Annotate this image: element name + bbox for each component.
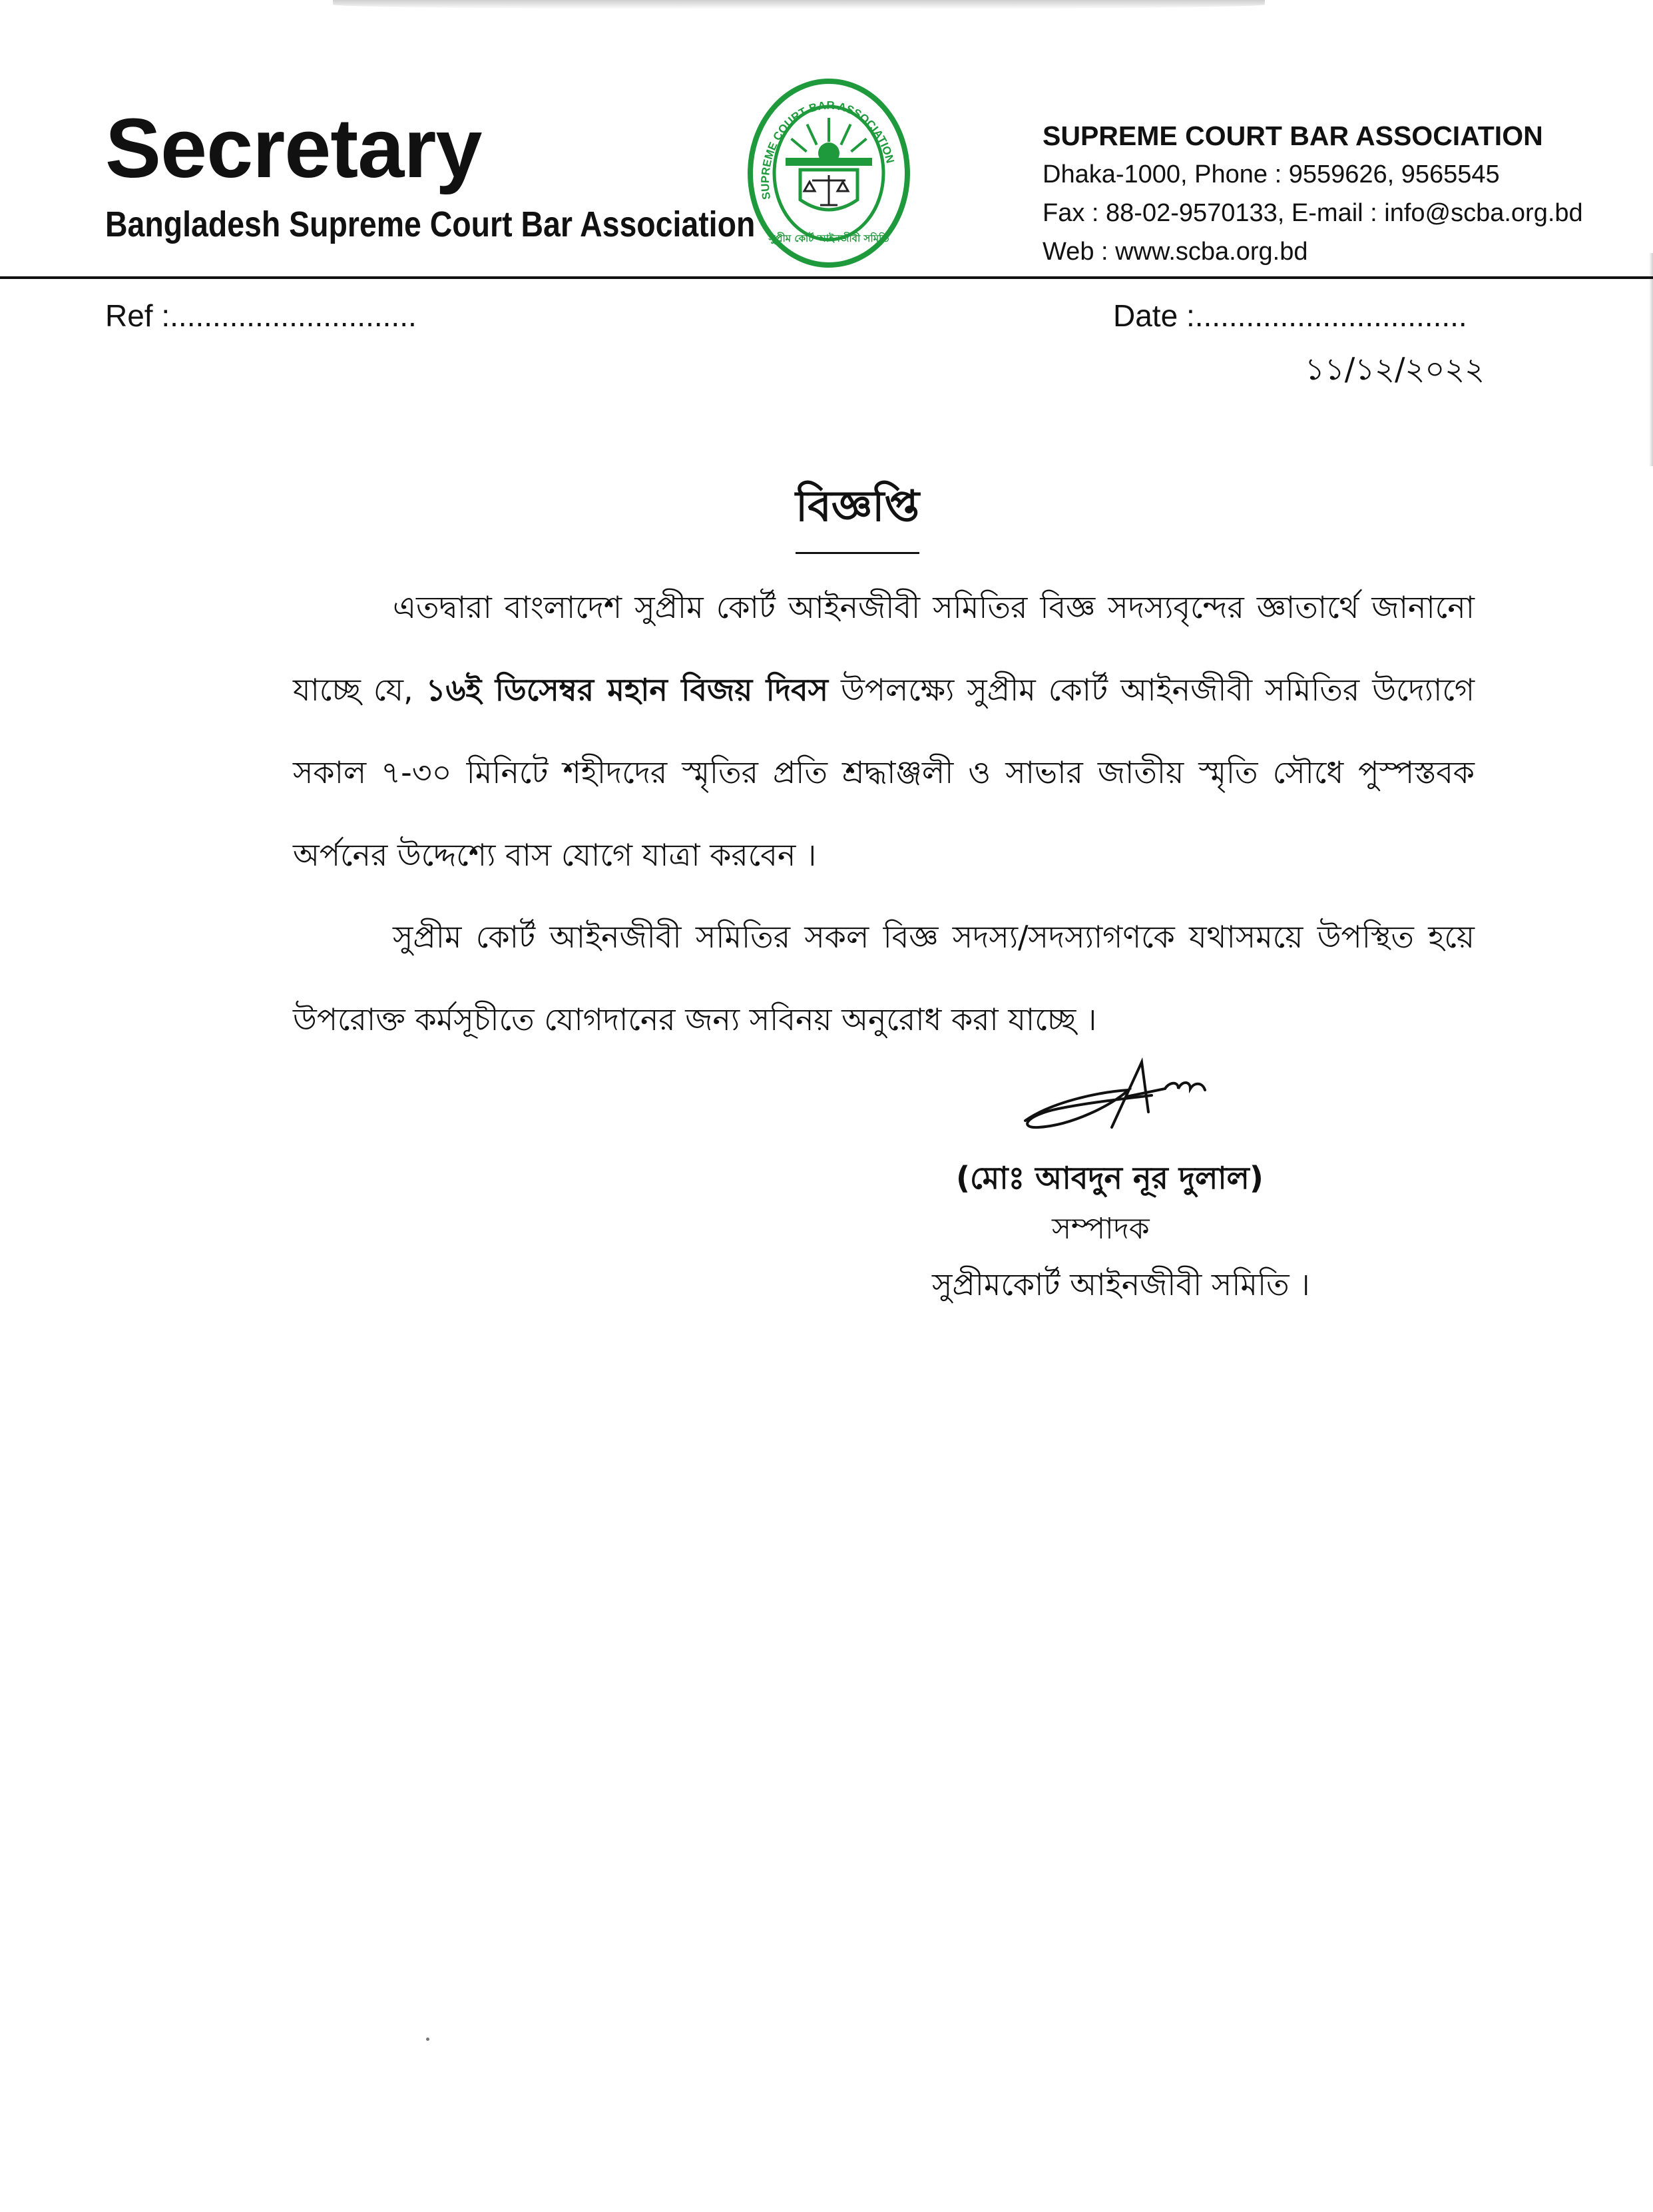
date-field: Date :................................ [1113, 298, 1467, 333]
paragraph-1-end: উপলক্ষ্যে সুপ্রীম কোর্ট আইনজীবী সমিতির উদ্যোগে সকাল ৭-৩০ মিনিটে শহীদদের স্মৃতির প্রতি শ্রদ্ধাঞ্জলী ও সাভার জাতীয় স্মৃতি সৌধে পুস্পস্তবক অর্পনের উদ্দেশ্যে বাস যোগে যাত্রা করবেন । [293, 672, 1475, 873]
ref-field: Ref :............................. [105, 298, 417, 333]
fax-email: Fax : 88-02-9570133, E-mail : info@scba.org.bd [1043, 199, 1583, 227]
logo-bottom-text: সুপ্রীম কোর্ট আইনজীবী সমিতি [768, 232, 889, 244]
letterhead-subtitle: Bangladesh Supreme Court Bar Association [105, 204, 756, 244]
notice-title: বিজ্ঞপ্তি [796, 474, 919, 554]
signer-name: (মোঃ আবদুন নূর দুলাল) [956, 1160, 1264, 1196]
notice-paragraph-2: সুপ্রীম কোর্ট আইনজীবী সমিতির সকল বিজ্ঞ সদস্য/সদস্যাগণকে যথাসময়ে উপস্থিত হয়ে উপরোক্ত কর্মসূচীতে যোগদানের জন্য সবিনয় অনুরোধ করা যাচ্ছে । [293, 919, 1475, 1037]
paragraph-1-highlight: ১৬ই ডিসেম্বর মহান বিজয় দিবস [425, 672, 828, 708]
logo-ground [786, 158, 872, 166]
paragraph-1-start: এতদ্বারা বাংলাদেশ সুপ্রীম কোর্ট আইনজীবী সমিতির বিজ্ঞ সদস্যবৃন্দের জ্ঞাতার্থে জানানো যাচ্ছে যে, [293, 589, 1475, 708]
handwritten-signature [1012, 1042, 1212, 1142]
notice-paragraph-1 [293, 566, 1475, 896]
org-name: SUPREME COURT BAR ASSOCIATION [1043, 121, 1543, 151]
signer-organization: সুপ্রীমকোর্ট আইনজীবী সমিতি । [932, 1266, 1310, 1302]
scan-edge [1649, 253, 1653, 466]
website: Web : www.scba.org.bd [1043, 238, 1308, 266]
association-logo [746, 77, 912, 270]
logo-ring-text: SUPREME COURT BAR ASSOCIATION [758, 99, 897, 201]
letterhead-title: Secretary [105, 101, 482, 195]
date-value: ১১/১২/২০২২ [1305, 351, 1485, 387]
header-rule [0, 276, 1653, 279]
scan-shadow [333, 0, 1265, 9]
contact-block [1043, 117, 1583, 271]
scan-speck [426, 2038, 429, 2041]
signer-title: সম্পাদক [1052, 1212, 1150, 1246]
address-phone: Dhaka-1000, Phone : 9559626, 9565545 [1043, 160, 1500, 188]
